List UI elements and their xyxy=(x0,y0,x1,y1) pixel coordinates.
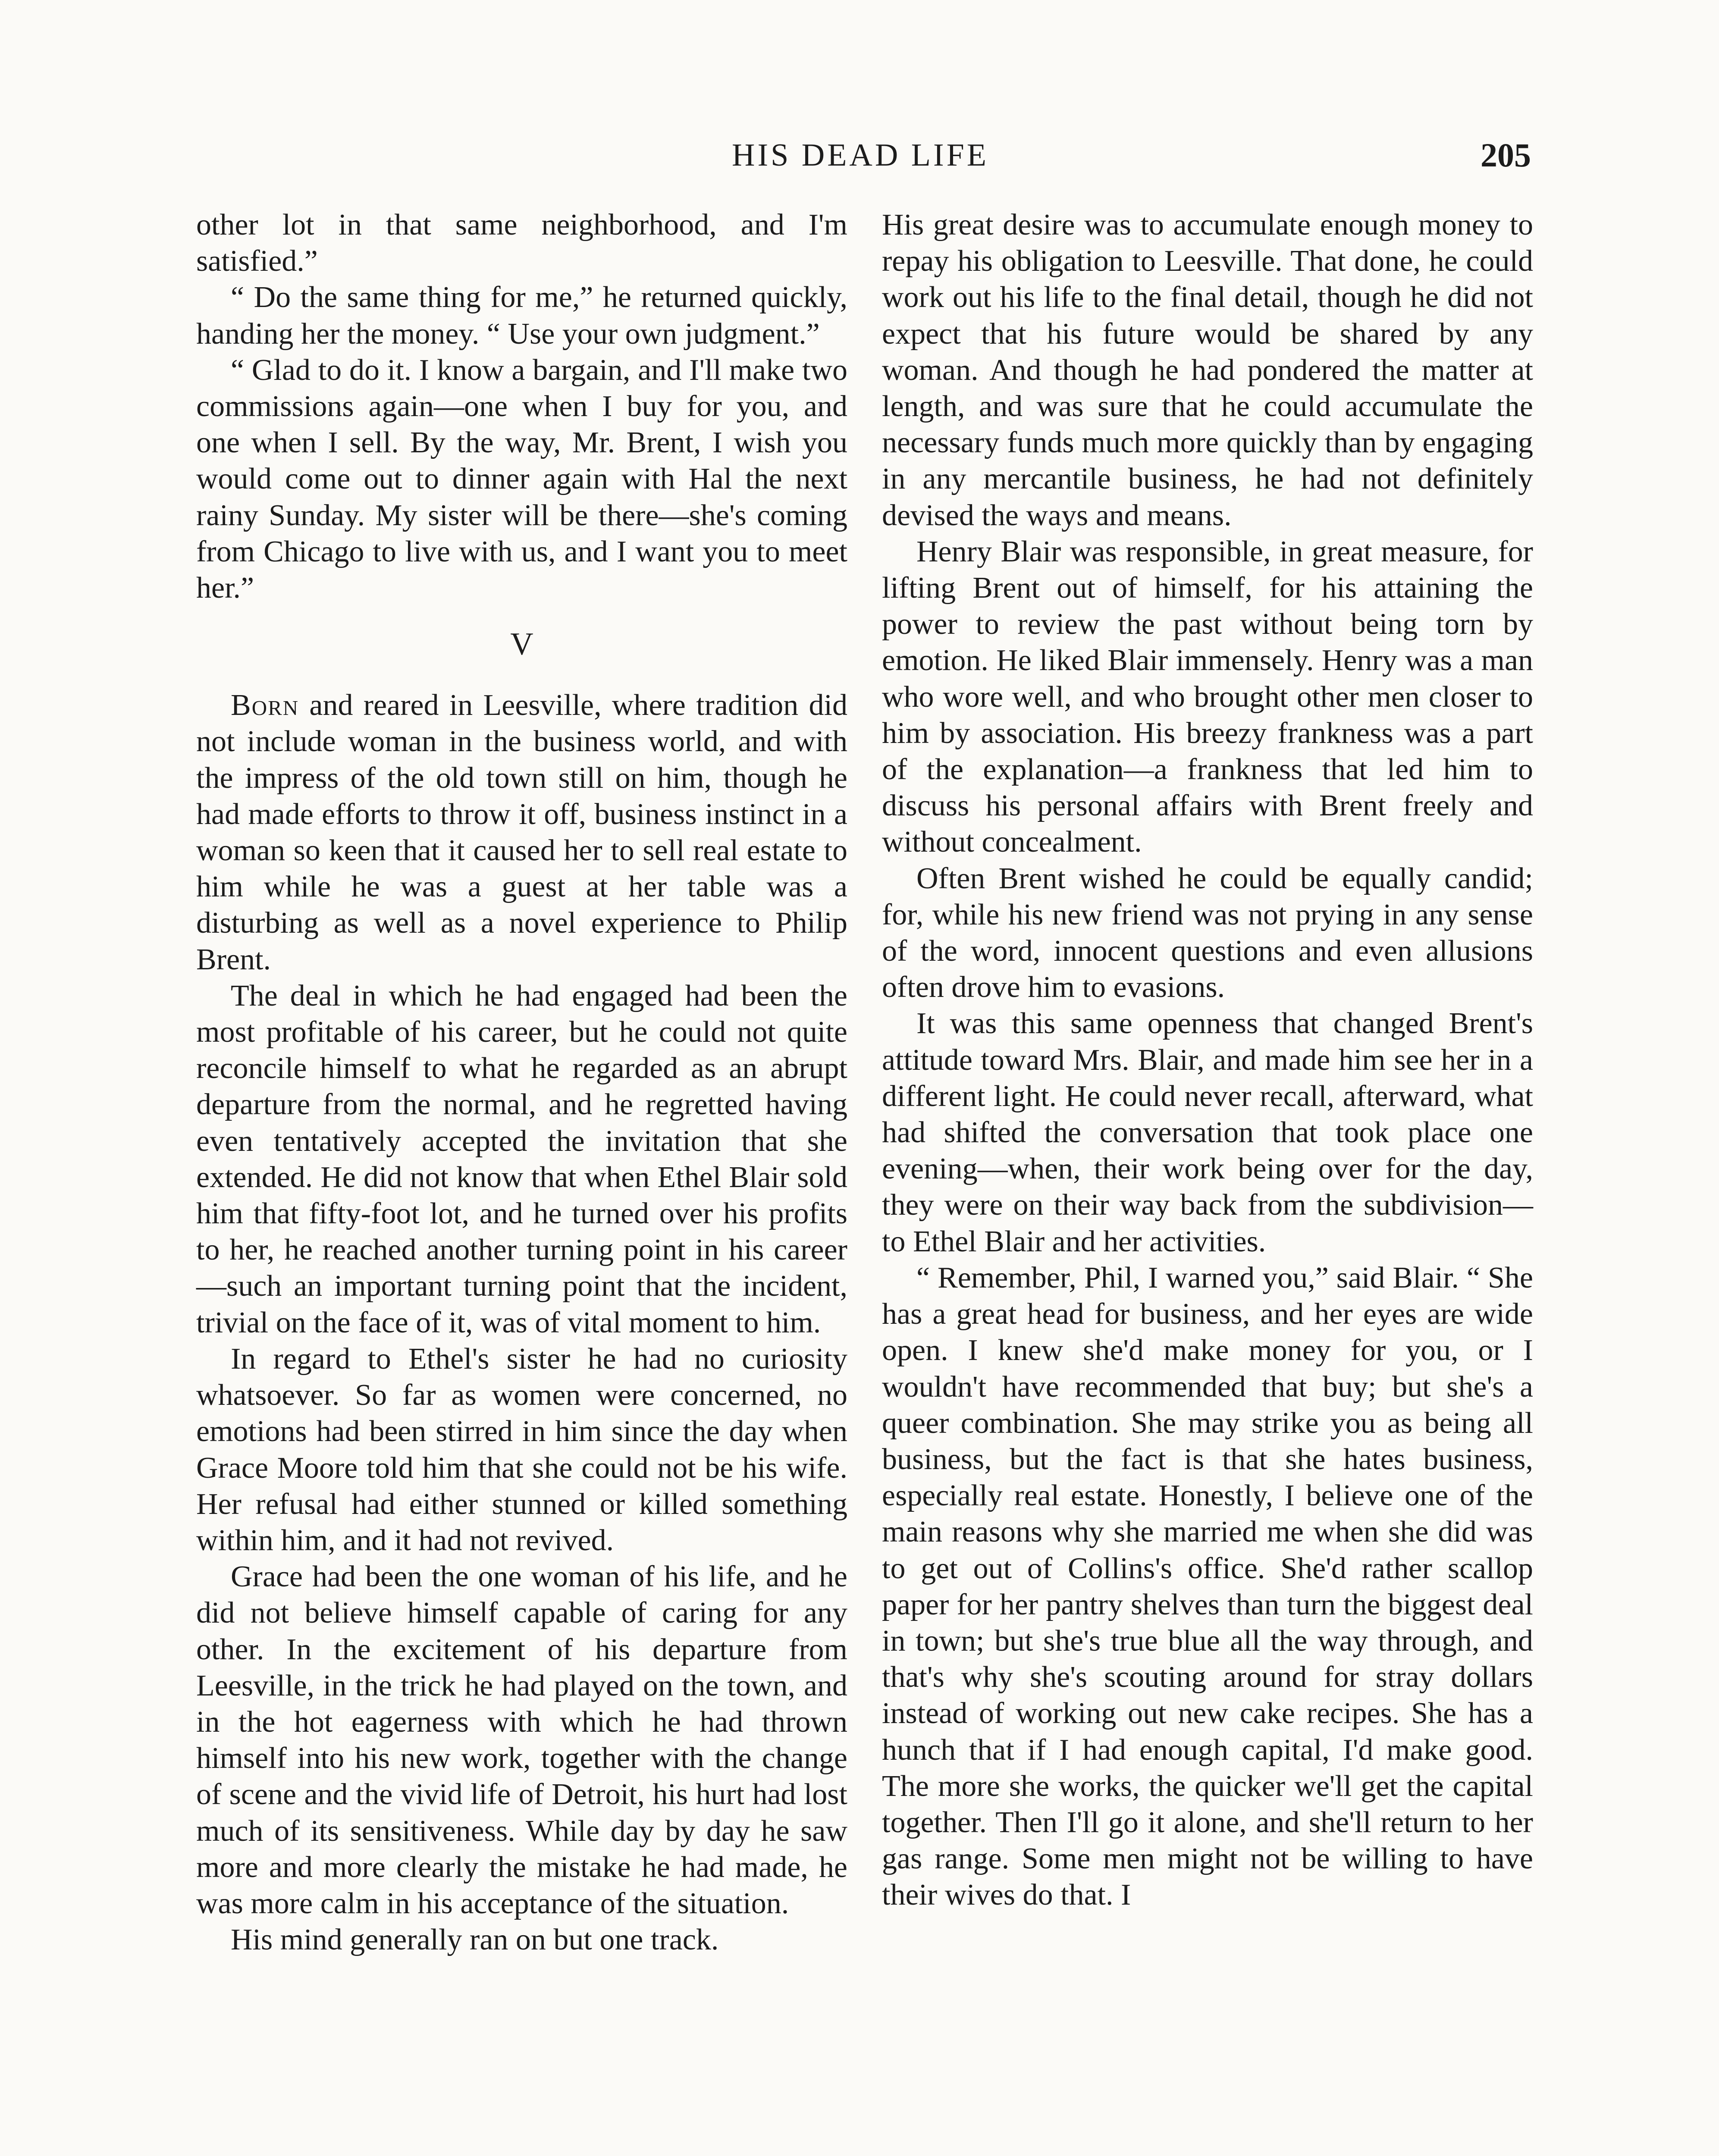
right-column xyxy=(882,207,1533,1914)
paragraph: other lot in that same neighborhood, and I'm satisfied.” xyxy=(196,208,847,278)
paragraph: “ Do the same thing for me,” he returned quickly, handing her the money. “ Use your own judgment.” xyxy=(196,281,847,351)
paragraph: Grace had been the one woman of his life, and he did not believe himself capable of caring for any other. In the excitement of his departure from Leesville, in the trick he had played on the town, and in the hot eagerness with which he had thrown himself into his new work, together with the change of scene and the vivid life of Detroit, his hurt had lost much of its sensitiveness. While day by day he saw more and more clearly the mistake he had made, he was more calm in his acceptance of the situation. xyxy=(196,1560,847,1920)
paragraph: Henry Blair was responsible, in great measure, for lifting Brent out of himself, for his attaining the power to review the past without being torn by emotion. He liked Blair immensely. Henry was a man who wore well, and who brought other men closer to him by association. His breezy frankness was a part of the explanation—a frankness that led him to discuss his personal affairs with Brent freely and without concealment. xyxy=(882,535,1533,859)
section-heading: V xyxy=(510,627,533,662)
paragraph: The deal in which he had engaged had been the most profitable of his career, but he could not quite reconcile himself to what he regarded as an abrupt departure from the normal, and he regretted having even tentatively accepted the invitation that she extended. He did not know that when Ethel Blair sold him that fifty-foot lot, and he turned over his profits to her, he reached another turning point in his career—such an important turning point that the incident, trivial on the face of it, was of vital moment to him. xyxy=(196,979,847,1339)
paragraph: “ Glad to do it. I know a bargain, and I'll make two commissions again—one when I buy for you, and one when I sell. By the way, Mr. Brent, I wish you would come out to dinner again with Hal the next rainy Sunday. My sister will be there—she's coming from Chicago to live with us, and I want you to meet her.” xyxy=(196,353,847,605)
page-number: 205 xyxy=(1481,136,1531,174)
running-title: HIS DEAD LIFE xyxy=(732,138,989,173)
paragraph-continuation: His great desire was to accumulate enough money to repay his obligation to Leesville. That done, he could work out his life to the final detail, though he did not expect that his future would be shared by any woman. And though he had pondered the matter at length, and was sure that he could accumulate the necessary funds much more quickly than by engaging in any mercantile business, he had not definitely devised the ways and means. xyxy=(882,208,1533,532)
paragraph: “ Remember, Phil, I warned you,” said Blair. “ She has a great head for business, and her eyes are wide open. I knew she'd make money for you, or I wouldn't have recommended that buy; but she's a queer combination. She may strike you as being all business, but the fact is that she hates business, especially real estate. Honestly, I believe one of the main reasons why she married me when she did was to get out of Collins's office. She'd rather scallop paper for her pantry shelves than turn the biggest deal in town; but she's true blue all the way through, and that's why she's scouting around for stray dollars instead of working out new cake recipes. She has a hunch that if I had enough capital, I'd make good. The more she works, the quicker we'll get the capital together. Then I'll go it alone, and she'll return to her gas range. Some men might not be willing to have their wives do that. I xyxy=(882,1261,1533,1912)
paragraph: Often Brent wished he could be equally candid; for, while his new friend was not prying in any sense of the word, innocent questions and even allusions often drove him to evasions. xyxy=(882,862,1533,1004)
paragraph: It was this same openness that changed Brent's attitude toward Mrs. Blair, and made him see her in a different light. He could never recall, afterward, what had shifted the conversation that took place one evening—when, their work being over for the day, they were on their way back from the subdivision—to Ethel Blair and her activities. xyxy=(882,1007,1533,1258)
paragraph: His mind generally ran on but one track. xyxy=(231,1923,719,1957)
left-column xyxy=(196,207,847,1958)
section-opening-paragraph xyxy=(196,687,847,978)
opening-smallcaps-word: Born xyxy=(231,689,299,722)
page-header xyxy=(190,129,1531,181)
opening-text: and reared in Leesville, where tradition did not include woman in the business world, and with the impress of the old town still on him, though he had made efforts to throw it off, business instinct in a woman so keen that it caused her to sell real estate to him while he was a guest at her table was a disturbing as well as a novel experience to Philip Brent. xyxy=(196,689,847,976)
paragraph: In regard to Ethel's sister he had no curiosity whatsoever. So far as women were concerned, no emotions had been stirred in him since the day when Grace Moore told him that she could not be his wife. Her refusal had either stunned or killed something within him, and it had not revived. xyxy=(196,1342,847,1557)
